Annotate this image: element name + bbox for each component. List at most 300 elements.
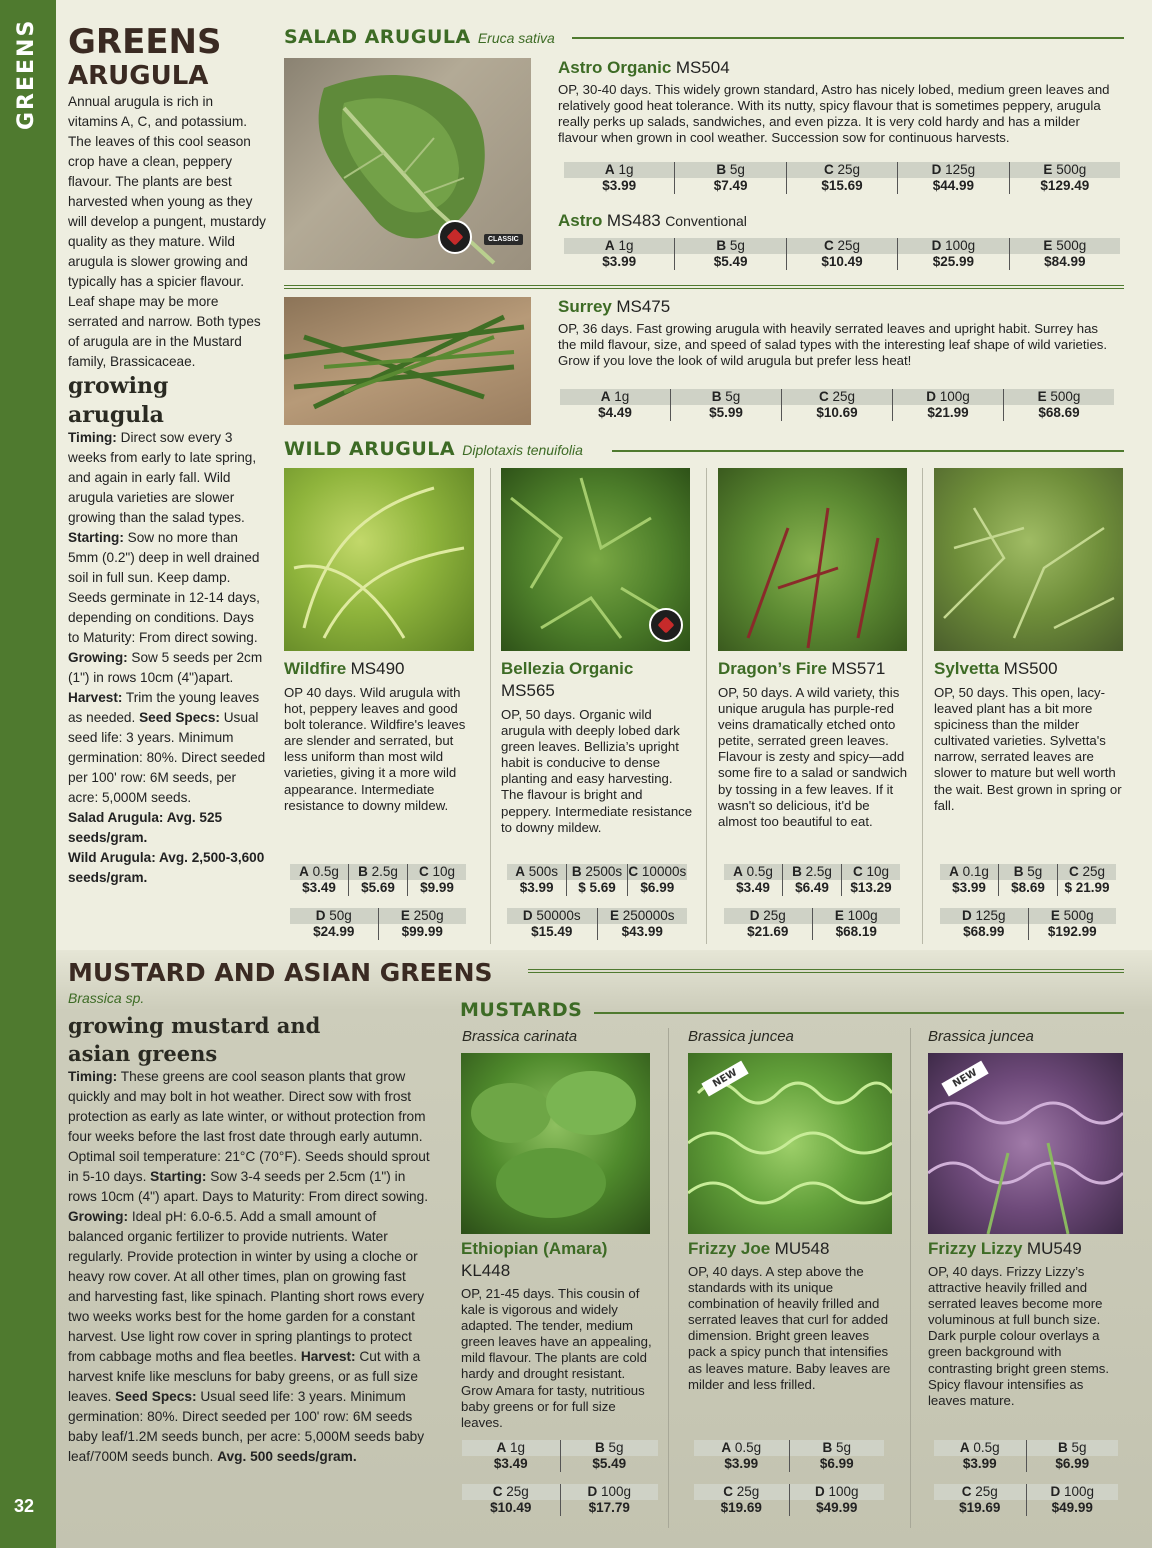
growing-arugula-heading	[68, 372, 168, 430]
price-size: 0.5g	[312, 864, 339, 879]
price-cell-b[interactable]	[567, 864, 627, 896]
price-value: $10.49	[490, 1500, 532, 1515]
price-cell-d[interactable]	[893, 389, 1004, 421]
price-cell-b[interactable]	[783, 864, 842, 896]
mustards-heading: MUSTARDS	[460, 999, 583, 1021]
bellezia-code: MS565	[501, 681, 555, 700]
frizzy-lizzy-latin: Brassica juncea	[928, 1028, 1034, 1045]
price-letter: B	[716, 162, 727, 177]
price-letter: D	[814, 1484, 825, 1499]
wildfire-name: Wildfire	[284, 659, 347, 678]
price-letter: B	[594, 1440, 605, 1455]
price-letter: C	[628, 864, 639, 879]
starting-text: Sow no more than 5mm (0.2") deep in well drained soil in full sun. Keep damp. Seeds germinate in 12-14 days, depending on conditions. Days to Maturity: From direct sowing.	[68, 530, 260, 645]
price-value: $19.69	[959, 1500, 1001, 1515]
column-divider	[910, 1028, 911, 1528]
price-letter: D	[926, 389, 936, 404]
arugula-heading: ARUGULA	[68, 61, 209, 91]
growing-text: Ideal pH: 6.0-6.5. Add a small amount of balanced organic fertilizer to provide nutrients. Water regularly. Provide protection in winter by using a cloche or heavy row cover. At all other times, plan on growing fast and harvesting fast, like spinach. Planting short rows every two weeks works best for the home garden for a constant harvest. Use light row cover in spring plantings to protect from cabbage moths and flea beetles.	[68, 1209, 425, 1364]
price-cell-e[interactable]	[1010, 238, 1120, 270]
price-cell-b[interactable]	[675, 162, 786, 194]
frizzy-joe-name: Frizzy Joe	[688, 1239, 771, 1258]
astro-organic-code: MS504	[675, 58, 730, 77]
price-size: 100g	[1063, 1484, 1095, 1499]
organic-seal-icon	[438, 220, 472, 254]
price-cell-b[interactable]	[999, 864, 1058, 896]
dragons-fire-illustration	[718, 468, 907, 651]
price-letter: A	[604, 238, 615, 253]
price-letter: E	[834, 908, 844, 923]
price-size: 5g	[725, 389, 741, 404]
frizzy-joe-description: OP, 40 days. A step above the standards with its unique combination of heavily frilled and serrated leaves that curl for added dimension. Bright green leaves pack a spicy punch that intensifies as leaves mature. Baby leaves are milder and less frilled.	[688, 1264, 891, 1392]
column-divider	[706, 468, 707, 944]
surrey-description: OP, 36 days. Fast growing arugula with heavily serrated leaves and upright habit. Surrey has the mild flavour, size, and speed of salad types with the interesting leaf shape of wild varieties. Grow if you love the look of wild arugula but prefer less heat!	[558, 321, 1108, 369]
price-size: 1g	[614, 389, 630, 404]
ethiopian-code: KL448	[461, 1261, 511, 1280]
price-value: $99.99	[401, 924, 443, 939]
price-cell-b[interactable]	[790, 1440, 885, 1472]
price-cell-c[interactable]	[628, 864, 687, 896]
salad-arugula-heading	[284, 26, 555, 49]
price-cell-d[interactable]	[898, 238, 1009, 270]
price-value: $68.19	[835, 924, 877, 939]
price-cell-e[interactable]	[1004, 389, 1114, 421]
price-value: $68.99	[963, 924, 1005, 939]
bellezia-name: Bellezia Organic	[501, 659, 634, 678]
ethiopian-description: OP, 21-45 days. This cousin of kale is vigorous and widely adapted. The tender, medium green leaves have an appealing, mild flavour. The plants are cold hardy and drought resistant. Grow Amara for tasty, nutritious baby greens or for full size leaves.	[461, 1286, 652, 1430]
price-size: 2.5g	[805, 864, 832, 879]
dragons-fire-photo	[718, 468, 907, 651]
astro-organic-description: OP, 30-40 days. This widely grown standard, Astro has nicely lobed, medium green leaves and relatively good heat tolerance. With its nutty, spicy flavour that is sometimes peppery, arugula really perks up salads, sandwiches, and even pizza. It is very cold hardy and has a milder flavour when grown in cool weather. Succession sow for continuous harvests.	[558, 82, 1110, 146]
price-letter: A	[515, 864, 526, 879]
price-cell-d[interactable]	[290, 908, 379, 940]
price-size: 100g	[600, 1484, 632, 1499]
price-value: $6.99	[1055, 1456, 1090, 1471]
sylvetta-code: MS500	[1003, 659, 1058, 678]
mustards-header-rule	[594, 1012, 1124, 1014]
price-letter: C	[418, 864, 429, 879]
price-cell-a[interactable]	[724, 864, 783, 896]
sylvetta-illustration	[934, 468, 1123, 651]
salad-arugula-title: SALAD ARUGULA	[284, 26, 471, 48]
price-size: 25g	[837, 238, 861, 253]
dragons-fire-price-row-2	[724, 908, 900, 940]
frizzy-lizzy-description: OP, 40 days. Frizzy Lizzy’s attractive heavily frilled and serrated leaves become more voluminous at full bunch size. Dark purple colour overlays a green background with contrasting bright green stems. Spicy flavour intensifies as leaves mature.	[928, 1264, 1110, 1408]
bellezia-price-row-2	[507, 908, 687, 940]
price-value: $49.99	[1051, 1500, 1093, 1515]
salad-arugula-avg: Salad Arugula: Avg. 525 seeds/gram.	[68, 810, 223, 845]
dragons-fire-name: Dragon’s Fire	[718, 659, 827, 678]
price-cell-a[interactable]	[290, 864, 349, 896]
price-letter: A	[600, 389, 611, 404]
timing-label: Timing:	[68, 1069, 118, 1084]
price-size: 100g	[828, 1484, 859, 1499]
timing-text: Direct sow every 3 weeks from early to late spring, and again in early fall. Wild arugula varieties are slower growing than the salad types.	[68, 430, 257, 525]
price-size: 5g	[1027, 864, 1043, 879]
bellezia-title	[501, 658, 691, 702]
sylvetta-price-row-2	[940, 908, 1116, 940]
price-cell-c[interactable]	[934, 1484, 1027, 1516]
growing-mustard-text	[68, 1067, 430, 1467]
price-size: 1g	[618, 162, 634, 177]
price-cell-b[interactable]	[1027, 1440, 1119, 1472]
mustard-header-rule	[528, 969, 1124, 973]
price-letter: A	[721, 1440, 732, 1455]
price-cell-c[interactable]	[787, 238, 898, 270]
price-letter: B	[822, 1440, 833, 1455]
price-letter: E	[609, 908, 619, 923]
harvest-text: Trim the young leaves as needed.	[68, 690, 260, 725]
wildfire-description: OP 40 days. Wild arugula with hot, peppery leaves and good bolt tolerance. Wildfire's leaves are slender and serrated, but less uniform than most wild varieties, giving it a more wild appearance. Intermediate resistance to downy mildew.	[284, 685, 466, 813]
sylvetta-title	[934, 658, 1058, 681]
price-size: 25g	[1082, 864, 1106, 879]
price-letter: E	[1043, 238, 1053, 253]
price-value: $5.49	[713, 254, 748, 269]
price-letter: B	[792, 864, 802, 879]
seedspecs-text: Usual seed life: 3 years. Minimum germination: 80%. Direct seeded per 100' row: 6M seeds, per acre: 5,000M seeds.	[68, 710, 266, 805]
price-letter: D	[315, 908, 326, 923]
price-letter: D	[587, 1484, 598, 1499]
price-cell-a[interactable]	[694, 1440, 790, 1472]
price-letter: A	[604, 162, 615, 177]
price-value: $15.69	[821, 178, 863, 193]
price-size: 10000s	[641, 864, 687, 879]
harvest-label: Harvest:	[300, 1349, 356, 1364]
frizzy-lizzy-name: Frizzy Lizzy	[928, 1239, 1023, 1258]
astro-note: Conventional	[665, 213, 747, 229]
timing-text: These greens are cool season plants that grow quickly and may bolt in hot weather. Direct sow with frost protection as early as late winter, or without protection from four weeks before the last frost date through early autumn. Optimal soil temperature: 21°C (70°F). Seeds should sprout in 5-10 days.	[68, 1069, 430, 1184]
price-cell-d[interactable]	[561, 1484, 659, 1516]
price-value: $3.49	[736, 880, 770, 895]
price-letter: B	[571, 864, 582, 879]
price-cell-d[interactable]	[1027, 1484, 1119, 1516]
wildfire-price-row-1	[290, 864, 466, 896]
price-cell-a[interactable]	[940, 864, 999, 896]
price-letter: D	[931, 238, 942, 253]
frizzy-lizzy-code: MU549	[1026, 1239, 1082, 1258]
dragons-fire-price-row-1	[724, 864, 900, 896]
sylvetta-price-row-1	[940, 864, 1116, 896]
price-size: 1g	[509, 1440, 526, 1455]
price-size: 2500s	[585, 864, 623, 879]
frizzy-joe-price-row-2	[694, 1484, 884, 1516]
price-letter: D	[931, 162, 942, 177]
column-divider	[490, 468, 491, 944]
price-value: $ 5.69	[578, 880, 616, 895]
surrey-arugula-illustration	[284, 297, 531, 425]
price-cell-c[interactable]	[408, 864, 466, 896]
dragons-fire-title	[718, 658, 885, 681]
price-cell-a[interactable]	[560, 389, 671, 421]
price-size: 10g	[866, 864, 890, 879]
price-cell-a[interactable]	[462, 1440, 561, 1472]
frizzy-lizzy-price-row-1	[934, 1440, 1118, 1472]
price-value: $44.99	[932, 178, 975, 193]
price-size: 500s	[528, 864, 559, 879]
frizzy-joe-price-row-1	[694, 1440, 884, 1472]
price-cell-a[interactable]	[934, 1440, 1027, 1472]
frizzy-lizzy-price-row-2	[934, 1484, 1118, 1516]
growing-text: Sow 5 seeds per 2cm (1") in rows 10cm (4")apart.	[68, 650, 263, 685]
price-size: 0.1g	[962, 864, 989, 879]
price-value: $10.49	[821, 254, 863, 269]
price-value: $9.99	[420, 880, 454, 895]
price-value: $25.99	[932, 254, 975, 269]
price-letter: E	[400, 908, 410, 923]
frizzy-joe-latin: Brassica juncea	[688, 1028, 794, 1045]
price-letter: E	[1037, 389, 1047, 404]
price-letter: D	[961, 908, 972, 923]
dragons-fire-description: OP, 50 days. A wild variety, this unique arugula has purple-red veins dramatically etched onto petite, serrated green leaves. Flavour is zesty and spicy—add some fire to a salad or sandwich by tossing in a few leaves. If it wasn't so delicious, it'd be almost too beautiful to eat.	[718, 685, 908, 829]
growing-heading-line-1: growing	[68, 373, 169, 399]
ethiopian-photo	[461, 1053, 650, 1234]
starting-label: Starting:	[150, 1169, 207, 1184]
harvest-label: Harvest:	[68, 690, 123, 705]
frizzy-joe-photo	[688, 1053, 892, 1234]
price-letter: C	[961, 1484, 972, 1499]
price-value: $3.99	[519, 880, 554, 895]
price-cell-c[interactable]	[787, 162, 898, 194]
ethiopian-illustration	[461, 1053, 650, 1234]
price-value: $5.69	[361, 880, 395, 895]
wildfire-illustration	[284, 468, 474, 651]
price-size: 100g	[945, 238, 976, 253]
price-cell-e[interactable]	[1010, 162, 1120, 194]
price-value: $17.79	[588, 1500, 630, 1515]
seedspecs-text: Usual seed life: 3 years. Minimum germination: 80%. Direct seeded per 100' row: 6M seeds baby leaf/1.2M seeds bunch, per acre: 5,000M seeds baby leaf/700M seeds bunch.	[68, 1389, 425, 1464]
price-cell-e[interactable]	[598, 908, 688, 940]
new-badge: NEW	[941, 1060, 989, 1096]
price-size: 25g	[506, 1484, 529, 1499]
column-divider	[922, 468, 923, 944]
sidebar-section-label: GREENS	[14, 18, 39, 130]
dragons-fire-code: MS571	[831, 659, 886, 678]
price-cell-c[interactable]	[842, 864, 900, 896]
price-letter: B	[1057, 1440, 1068, 1455]
sylvetta-photo	[934, 468, 1123, 651]
classic-tag: CLASSIC	[484, 234, 523, 245]
price-letter: D	[522, 908, 533, 923]
price-value: $15.49	[531, 924, 573, 939]
astro-organic-title	[558, 57, 730, 80]
price-value: $6.49	[795, 880, 829, 895]
price-size: 25g	[975, 1484, 998, 1499]
seedspecs-label: Seed Specs:	[115, 1389, 197, 1404]
column-divider	[668, 1028, 669, 1528]
price-value: $21.99	[927, 405, 969, 420]
price-value: $8.69	[1011, 880, 1045, 895]
price-size: 0.5g	[973, 1440, 1000, 1455]
mustard-avg-seeds: Avg. 500 seeds/gram.	[217, 1449, 357, 1464]
price-size: 125g	[945, 162, 976, 177]
price-cell-b[interactable]	[671, 389, 782, 421]
price-value: $5.99	[709, 405, 743, 420]
price-value: $84.99	[1044, 254, 1086, 269]
astro-organic-price-table	[564, 162, 1120, 194]
frizzy-joe-code: MU548	[774, 1239, 830, 1258]
salad-divider	[284, 285, 1124, 289]
organic-seal-icon	[649, 608, 683, 642]
price-cell-e[interactable]	[1029, 908, 1117, 940]
price-value: $5.49	[592, 1456, 627, 1471]
wildfire-photo	[284, 468, 474, 651]
price-cell-d[interactable]	[898, 162, 1009, 194]
price-letter: C	[823, 162, 834, 177]
price-size: 25g	[832, 389, 856, 404]
wild-arugula-latin: Diplotaxis tenuifolia	[462, 442, 583, 458]
price-size: 500g	[1056, 238, 1087, 253]
price-cell-d[interactable]	[940, 908, 1029, 940]
wildfire-code: MS490	[350, 659, 405, 678]
price-value: $192.99	[1047, 924, 1097, 939]
price-letter: C	[492, 1484, 503, 1499]
price-cell-e[interactable]	[813, 908, 901, 940]
bellezia-price-row-1	[507, 864, 687, 896]
ethiopian-price-row-2	[462, 1484, 658, 1516]
wildfire-price-row-2	[290, 908, 466, 940]
price-value: $6.99	[819, 1456, 854, 1471]
price-cell-c[interactable]	[1058, 864, 1116, 896]
price-value: $3.99	[952, 880, 986, 895]
price-cell-d[interactable]	[724, 908, 813, 940]
wild-arugula-heading	[284, 438, 583, 461]
price-size: 5g	[1071, 1440, 1087, 1455]
price-cell-d[interactable]	[507, 908, 598, 940]
price-value: $19.69	[720, 1500, 762, 1515]
price-size: 1g	[618, 238, 634, 253]
price-letter: C	[1068, 864, 1079, 879]
price-size: 100g	[939, 389, 970, 404]
price-value: $43.99	[621, 924, 663, 939]
growing-heading-line-2: arugula	[68, 402, 164, 428]
price-value: $3.99	[602, 178, 637, 193]
price-cell-b[interactable]	[675, 238, 786, 270]
price-size: 10g	[432, 864, 456, 879]
price-letter: D	[1050, 1484, 1061, 1499]
starting-text: Sow 3-4 seeds per 2.5cm (1") in rows 10cm (4") apart. Days to Maturity: From direct sowing.	[68, 1169, 429, 1204]
price-letter: C	[723, 1484, 733, 1499]
price-size: 2.5g	[371, 864, 398, 879]
price-letter: E	[1050, 908, 1060, 923]
price-size: 25g	[736, 1484, 760, 1499]
price-value: $49.99	[816, 1500, 858, 1515]
growing-mustard-heading-line-1: growing mustard and	[68, 1013, 321, 1038]
astro-code: MS483	[606, 211, 661, 230]
price-value: $4.49	[598, 405, 632, 420]
new-badge: NEW	[701, 1060, 749, 1096]
surrey-name: Surrey	[558, 297, 612, 316]
ethiopian-price-row-1	[462, 1440, 658, 1472]
arugula-intro-text: Annual arugula is rich in vitamins A, C, and potassium. The leaves of this cool season crop have a clean, peppery flavour. The plants are best harvested when young as they will develop a pungent, mustardy quality as they mature. Wild arugula is slower growing and typically has a spicier flavour. Leaf shape may be more serrated and narrow. Both types of arugula are in the Mustard family, Brassicaceae.	[68, 94, 266, 369]
price-size: 100g	[847, 908, 878, 923]
growing-arugula-text	[68, 428, 268, 888]
page-title: GREENS	[68, 22, 222, 62]
timing-label: Timing:	[68, 430, 117, 445]
growing-mustard-heading	[68, 1012, 320, 1068]
harvest-text: Cut with a harvest knife like mescluns for baby greens, or as full size leaves.	[68, 1349, 421, 1404]
price-size: 500g	[1056, 162, 1087, 177]
wild-arugula-title: WILD ARUGULA	[284, 438, 456, 460]
price-size: 5g	[729, 238, 745, 253]
price-letter: A	[733, 864, 743, 879]
frizzy-lizzy-photo	[928, 1053, 1123, 1234]
price-size: 25g	[763, 908, 786, 923]
astro-title	[558, 210, 747, 233]
price-cell-d[interactable]	[790, 1484, 885, 1516]
price-value: $3.49	[493, 1456, 528, 1471]
price-size: 25g	[837, 162, 861, 177]
page-number: 32	[14, 1496, 35, 1516]
price-value: $24.99	[313, 924, 355, 939]
price-size: 5g	[835, 1440, 852, 1455]
price-cell-c[interactable]	[782, 389, 893, 421]
price-size: 0.5g	[734, 1440, 762, 1455]
price-value: $6.99	[640, 880, 675, 895]
sylvetta-description: OP, 50 days. This open, lacy-leaved plant has a bit more spiciness than the milder cultivated varieties. Sylvetta's narrow, serrated leaves are slower to mature but well worth the wait. Best grown in spring or fall.	[934, 685, 1122, 813]
astro-arugula-photo	[284, 58, 531, 270]
mustard-section-latin: Brassica sp.	[68, 990, 145, 1006]
price-letter: A	[959, 1440, 970, 1455]
salad-header-rule	[572, 37, 1124, 39]
price-letter: B	[1013, 864, 1024, 879]
wild-header-rule	[612, 450, 1124, 452]
price-letter: A	[496, 1440, 507, 1455]
price-cell-b[interactable]	[349, 864, 408, 896]
starting-label: Starting:	[68, 530, 124, 545]
price-letter: B	[716, 238, 727, 253]
price-value: $10.69	[816, 405, 858, 420]
price-size: 50g	[329, 908, 352, 923]
astro-organic-name: Astro Organic	[558, 58, 672, 77]
price-cell-e[interactable]	[379, 908, 467, 940]
price-size: 250g	[413, 908, 444, 923]
bellezia-description: OP, 50 days. Organic wild arugula with deeply lobed dark green leaves. Bellizia’s upright habit is conducive to dense planting and easy harvesting. The flavour is bright and peppery. Intermediate resistance to downy mildew.	[501, 707, 693, 835]
price-size: 0.5g	[746, 864, 773, 879]
price-cell-b[interactable]	[561, 1440, 659, 1472]
ethiopian-name: Ethiopian (Amara)	[461, 1239, 608, 1258]
wildfire-title	[284, 658, 405, 681]
price-size: 125g	[975, 908, 1006, 923]
price-cell-a[interactable]	[564, 238, 675, 270]
price-letter: A	[299, 864, 309, 879]
bellezia-photo	[501, 468, 690, 651]
surrey-arugula-photo	[284, 297, 531, 425]
growing-mustard-heading-line-2: asian greens	[68, 1041, 218, 1066]
price-cell-c[interactable]	[462, 1484, 561, 1516]
price-size: 5g	[729, 162, 745, 177]
price-value: $129.49	[1040, 178, 1090, 193]
price-value: $21.69	[747, 924, 789, 939]
price-letter: B	[358, 864, 368, 879]
ethiopian-latin: Brassica carinata	[462, 1028, 578, 1045]
growing-label: Growing:	[68, 1209, 129, 1224]
price-value: $3.99	[602, 254, 637, 269]
astro-name: Astro	[558, 211, 603, 230]
ethiopian-title	[461, 1238, 661, 1282]
frizzy-lizzy-title	[928, 1238, 1082, 1261]
surrey-code: MS475	[616, 297, 671, 316]
price-letter: B	[711, 389, 722, 404]
price-cell-a[interactable]	[507, 864, 567, 896]
wild-arugula-avg: Wild Arugula: Avg. 2,500-3,600 seeds/gram.	[68, 850, 265, 885]
price-cell-a[interactable]	[564, 162, 675, 194]
price-letter: C	[823, 238, 834, 253]
price-value: $3.49	[302, 880, 336, 895]
price-size: 500g	[1050, 389, 1081, 404]
seedspecs-label: Seed Specs:	[139, 710, 220, 725]
frizzy-joe-title	[688, 1238, 829, 1261]
price-cell-c[interactable]	[694, 1484, 790, 1516]
